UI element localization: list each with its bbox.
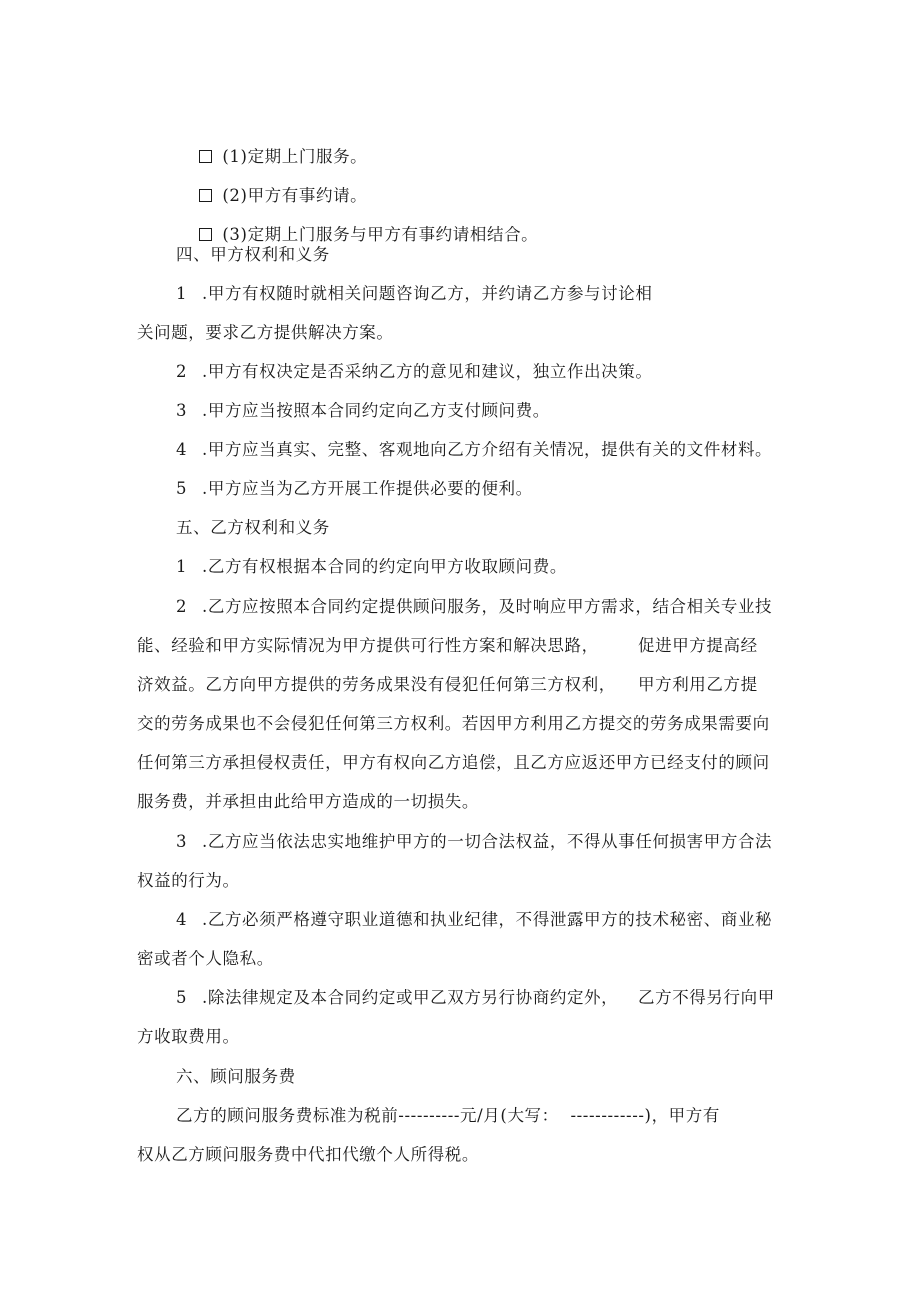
s4-item-3: 3 .甲方应当按照本合同约定向乙方支付顾问费。 xyxy=(176,401,550,420)
s5-item-3-line-2: 权益的行为。 xyxy=(137,871,240,890)
s5-item-1: 1 .乙方有权根据本合同的约定向甲方收取顾问费。 xyxy=(176,557,567,576)
s5-item-3-line-1: 3 .乙方应当依法忠实地维护甲方的一切合法权益，不得从事任何损害甲方合法 xyxy=(176,832,773,851)
s4-item-1-line-1: 1 .甲方有权随时就相关问题咨询乙方，并约请乙方参与讨论相 xyxy=(176,284,653,303)
s5-item-4-line-1: 4 .乙方必须严格遵守职业道德和执业纪律，不得泄露甲方的技术秘密、商业秘 xyxy=(176,910,773,929)
s5-item-2-line-6: 服务费，并承担由此给甲方造成的一切损失。 xyxy=(137,792,479,811)
option-3: (3)定期上门服务与甲方有事约请相结合。 xyxy=(176,205,538,265)
s5-item-2-line-3a: 济效益。乙方向甲方提供的劳务成果没有侵犯任何第三方权利， xyxy=(137,675,616,694)
item-number: 5 xyxy=(176,479,188,498)
s4-item-5: 5 .甲方应当为乙方开展工作提供必要的便利。 xyxy=(176,479,533,498)
s5-item-5-line-1a: 5 .除法律规定及本合同约定或甲乙双方另行协商约定外， xyxy=(176,988,619,1007)
s5-item-5-line-1b: 乙方不得另行向甲 xyxy=(638,988,775,1007)
item-number: 1 xyxy=(176,284,188,303)
checkbox-icon[interactable] xyxy=(199,150,212,163)
s6-fee-line-2: 权从乙方顾问服务费中代扣代缴个人所得税。 xyxy=(137,1145,479,1164)
item-number: 5 xyxy=(176,988,188,1007)
s6-fee-line-1: 乙方的顾问服务费标准为税前----------元/月(大写： ------------)，甲方有 xyxy=(176,1106,720,1125)
item-number: 4 xyxy=(176,440,188,459)
option-1: (1)定期上门服务。 xyxy=(176,127,367,187)
checkbox-icon[interactable] xyxy=(199,228,212,241)
item-number: 3 xyxy=(176,832,188,851)
s5-item-2-line-5: 任何第三方承担侵权责任，甲方有权向乙方追偿，且乙方应返还甲方已经支付的顾问 xyxy=(137,753,770,772)
s5-item-2-line-1: 2 .乙方应按照本合同约定提供顾问服务，及时响应甲方需求，结合相关专业技 xyxy=(176,597,773,616)
section-5-heading: 五、乙方权利和义务 xyxy=(176,518,330,537)
s5-item-5-line-2: 方收取费用。 xyxy=(137,1027,240,1046)
item-number: 4 xyxy=(176,910,188,929)
s5-item-2-line-3b: 甲方利用乙方提 xyxy=(638,675,758,694)
s4-item-2: 2 .甲方有权决定是否采纳乙方的意见和建议，独立作出决策。 xyxy=(176,362,653,381)
s4-item-1-line-2: 关问题，要求乙方提供解决方案。 xyxy=(137,323,394,342)
section-6-heading: 六、顾问服务费 xyxy=(176,1067,296,1086)
checkbox-icon[interactable] xyxy=(199,189,212,202)
s5-item-2-line-4: 交的劳务成果也不会侵犯任何第三方权利。若因甲方利用乙方提交的劳务成果需要向 xyxy=(137,714,770,733)
s4-item-4: 4 .甲方应当真实、完整、客观地向乙方介绍有关情况，提供有关的文件材料。 xyxy=(176,440,773,459)
s5-item-4-line-2: 密或者个人隐私。 xyxy=(137,949,274,968)
item-number: 1 xyxy=(176,557,188,576)
s5-item-2-line-2a: 能、经验和甲方实际情况为甲方提供可行性方案和解决思路， xyxy=(137,636,599,655)
item-number: 2 xyxy=(176,362,188,381)
item-number: 3 xyxy=(176,401,188,420)
item-number: 2 xyxy=(176,597,188,616)
option-2: (2)甲方有事约请。 xyxy=(176,166,367,226)
section-4-heading: 四、甲方权利和义务 xyxy=(176,245,330,264)
s5-item-2-line-2b: 促进甲方提高经 xyxy=(638,636,758,655)
